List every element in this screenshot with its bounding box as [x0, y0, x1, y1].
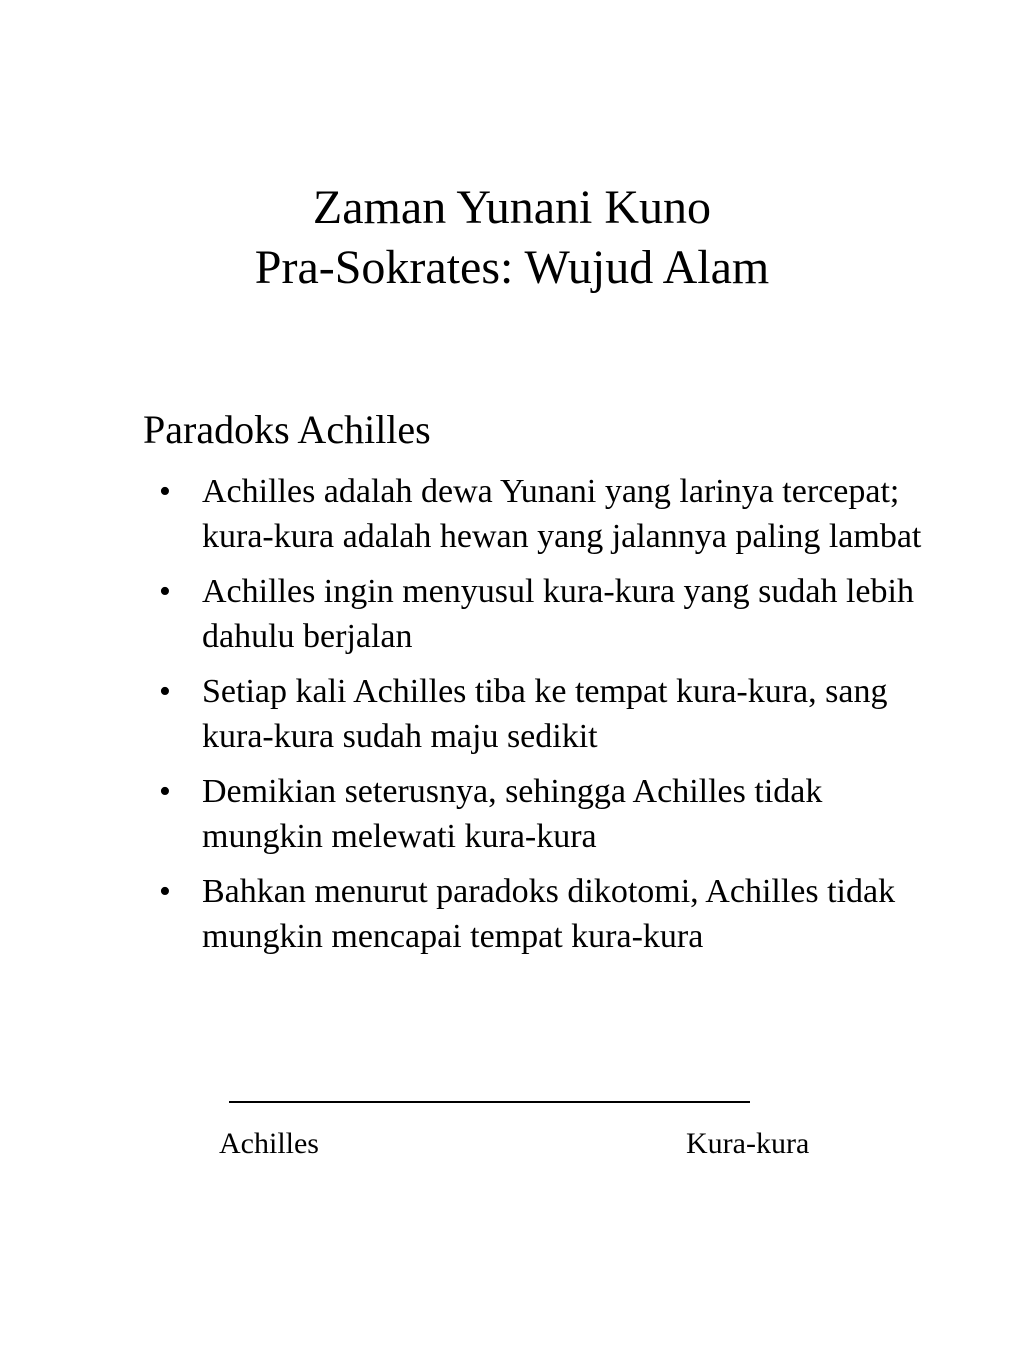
- bullet-item: [0, 469, 1024, 559]
- bullet-text: Setiap kali Achilles tiba ke tempat kura-kura, sang kura-kura sudah maju sedikit: [202, 673, 888, 755]
- bullet-text: Bahkan menurut paradoks dikotomi, Achilles tidak mungkin mencapai tempat kura-kura: [202, 873, 896, 955]
- bullet-item: [0, 769, 1024, 859]
- bullet-marker: •: [159, 473, 171, 510]
- bullet-text: Demikian seterusnya, sehingga Achilles tidak mungkin melewati kura-kura: [202, 773, 823, 855]
- bullet-marker: •: [159, 873, 171, 910]
- bullet-list: [0, 469, 1024, 969]
- track-line: [229, 1101, 750, 1103]
- bullet-item: [0, 569, 1024, 659]
- title-line-1: Zaman Yunani Kuno: [312, 181, 712, 234]
- title-line-2: Pra-Sokrates: Wujud Alam: [254, 241, 770, 294]
- bullet-item: [0, 869, 1024, 959]
- section-heading: Paradoks Achilles: [143, 407, 431, 452]
- bullet-text: Achilles ingin menyusul kura-kura yang sudah lebih dahulu berjalan: [202, 573, 914, 655]
- slide-title: [0, 178, 1024, 298]
- bullet-marker: •: [159, 673, 171, 710]
- bullet-item: [0, 669, 1024, 759]
- tortoise-label: Kura-kura: [686, 1127, 810, 1160]
- achilles-label: Achilles: [219, 1127, 319, 1160]
- bullet-marker: •: [159, 773, 171, 810]
- bullet-text: Achilles adalah dewa Yunani yang larinya tercepat; kura-kura adalah hewan yang jalannya paling lambat: [202, 473, 922, 555]
- bullet-marker: •: [159, 573, 171, 610]
